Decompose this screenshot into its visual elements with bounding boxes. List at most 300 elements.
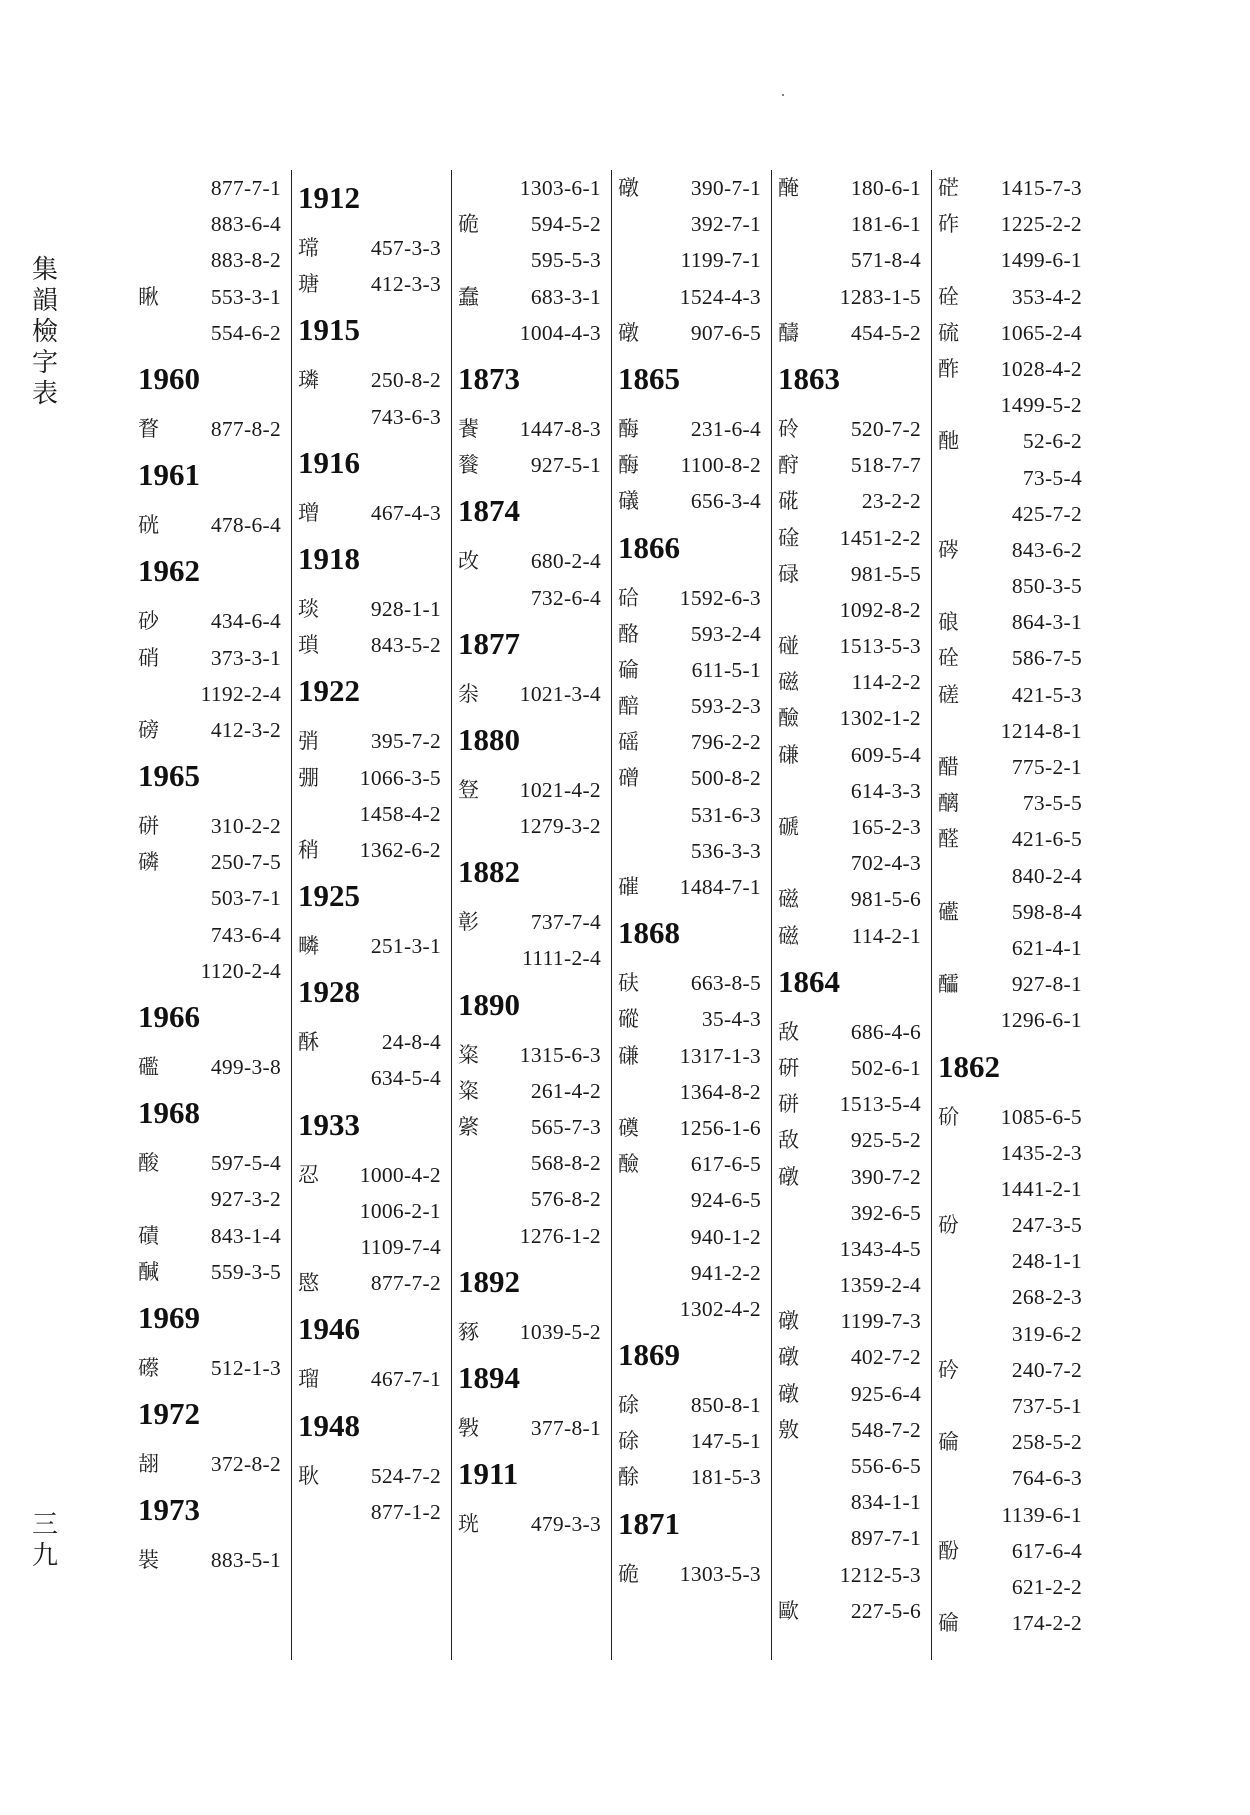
index-entry [936,1002,1088,1038]
entry-character: 礒 [618,489,639,514]
entry-character: 砏 [938,1213,959,1238]
stroke-heading: 1865 [618,360,680,396]
index-entry [936,387,1088,423]
index-entry [616,1423,767,1459]
index-entry [136,1218,287,1254]
index-entry [936,1243,1088,1279]
entry-character: 磁 [778,887,799,912]
entry-character: 粢 [458,1042,479,1067]
index-entry [616,279,767,315]
entry-location: 559-3-5 [210,1259,281,1284]
index-entry [296,266,447,302]
index-entry [776,1014,927,1050]
entry-character: 礅 [618,176,639,200]
entry-location: 1343-4-5 [839,1236,921,1261]
entry-location: 877-8-2 [210,416,281,441]
entry-location: 737-5-1 [1011,1394,1082,1418]
index-entry [136,1049,287,1085]
entry-location: 1192-2-4 [200,681,281,706]
index-entry [136,1350,287,1386]
entry-character: 醶 [618,1152,639,1177]
entry-location: 1458-4-2 [359,801,441,826]
index-entry [936,1533,1088,1569]
index-entry [136,880,287,916]
entry-character: 硂 [938,284,959,309]
entry-location: 663-8-5 [690,971,761,996]
index-entry [776,483,927,519]
entry-character: 礛 [138,1055,159,1079]
entry-character: 磅 [138,717,159,742]
entry-location: 1592-6-3 [679,585,761,610]
index-entry [136,279,287,315]
index-entry [456,676,607,712]
entry-location: 73-5-5 [1022,791,1082,816]
index-column-2 [292,170,452,1660]
entry-location: 593-2-3 [690,694,761,719]
entry-character: 弸 [298,765,319,790]
index-entry [456,315,607,351]
index-entry [776,1231,927,1267]
index-entry [936,242,1088,278]
entry-character: 磸 [618,1115,639,1140]
entry-character: 酪 [618,621,639,646]
stroke-heading: 1863 [778,360,840,396]
entry-location: 35-4-3 [701,1007,761,1032]
entry-location: 390-7-1 [690,176,761,200]
entry-location: 1302-1-2 [839,706,921,731]
index-entry [456,543,607,579]
index-entry [776,592,927,628]
entry-character: 磏 [618,1043,639,1068]
entry-location: 883-6-4 [210,212,281,237]
index-entry [136,1181,287,1217]
entry-location: 1199-7-1 [680,248,761,273]
index-entry [616,1556,767,1592]
index-entry [296,1024,447,1060]
entry-location: 553-3-1 [210,284,281,309]
entry-location: 843-1-4 [210,1223,281,1248]
entry-location: 165-2-3 [850,815,921,839]
index-entry [616,1110,767,1146]
index-entry [936,894,1088,930]
index-entry [776,170,927,206]
entry-location: 467-7-1 [370,1367,441,1392]
index-entry [456,1218,607,1254]
entry-character: 弰 [298,729,319,754]
index-entry [296,796,447,832]
entry-location: 764-6-3 [1011,1466,1082,1491]
entry-character: 璘 [298,368,319,393]
entry-location: 1296-6-1 [1000,1008,1082,1033]
stroke-heading: 1873 [458,360,520,396]
entry-character: 敫 [778,1417,799,1442]
entry-character: 硭 [938,176,959,200]
entry-location: 421-6-5 [1011,827,1082,852]
index-entry [776,279,927,315]
entry-location: 467-4-3 [370,500,441,525]
entry-character: 碖 [938,1430,959,1455]
entry-character: 瞀 [138,416,159,441]
index-entry [296,627,447,663]
entry-character: 磧 [138,1223,159,1248]
stroke-heading: 1962 [138,553,200,589]
index-entry [776,664,927,700]
entry-location: 52-6-2 [1022,429,1082,454]
entry-character: 尜 [458,681,479,706]
entry-character: 餥 [458,416,479,441]
stroke-heading: 1869 [618,1337,680,1373]
entry-character: 綮 [458,1115,479,1139]
entry-location: 796-2-2 [690,730,761,755]
entry-location: 240-7-2 [1011,1357,1082,1382]
index-entry [776,447,927,483]
entry-location: 981-5-5 [850,561,921,586]
index-entry [136,953,287,989]
entry-character: 硄 [138,513,159,538]
entry-location: 617-6-4 [1011,1538,1082,1563]
entry-character: 瑠 [298,1367,319,1392]
entry-location: 114-2-1 [851,923,921,948]
entry-location: 412-3-3 [370,272,441,297]
stroke-heading: 1969 [138,1299,200,1335]
entry-location: 520-7-2 [850,416,921,441]
stroke-heading: 1968 [138,1095,200,1131]
index-entry [936,568,1088,604]
stroke-heading: 1862 [938,1048,1000,1084]
entry-character: 磳 [618,766,639,791]
index-entry [936,1569,1088,1605]
entry-location: 1199-7-3 [840,1309,921,1334]
entry-location: 548-7-2 [850,1417,921,1442]
stroke-heading: 1965 [138,758,200,794]
entry-location: 1283-1-5 [839,284,921,309]
entry-location: 24-8-4 [381,1030,441,1055]
index-entry [296,832,447,868]
stroke-heading: 1961 [138,457,200,493]
index-entry [296,928,447,964]
entry-location: 1451-2-2 [839,525,921,550]
entry-location: 1065-2-4 [1000,320,1082,345]
index-entry [616,1459,767,1495]
index-entry [936,1207,1088,1243]
entry-location: 1303-6-1 [519,176,601,200]
entry-character: 碌 [778,561,799,586]
index-entry [296,1458,447,1494]
entry-location: 702-4-3 [850,851,921,876]
index-entry [456,170,607,206]
entry-location: 392-6-5 [850,1200,921,1225]
entry-location: 843-5-2 [370,633,441,658]
entry-character: 磃 [778,815,799,839]
entry-location: 250-8-2 [370,368,441,393]
index-column-1 [132,170,292,1660]
index-entry [616,1146,767,1182]
entry-location: 1302-4-2 [679,1296,761,1321]
stroke-heading: 1966 [138,999,200,1034]
entry-location: 621-4-1 [1011,935,1082,960]
entry-location: 850-3-5 [1011,574,1082,599]
entry-location: 251-3-1 [370,934,441,959]
index-entry [616,833,767,869]
stroke-heading: 1933 [298,1106,360,1142]
entry-character: 硂 [938,646,959,671]
entry-location: 1415-7-3 [1000,176,1082,200]
entry-location: 683-3-1 [530,284,601,309]
entry-character: 豩 [458,1319,479,1344]
index-entry [136,206,287,242]
index-entry [776,1122,927,1158]
entry-character: 碖 [938,1611,959,1636]
index-columns [132,170,1092,1660]
index-entry [456,1181,607,1217]
entry-character: 硏 [778,1055,799,1080]
index-entry [616,447,767,483]
stroke-heading: 1948 [298,1407,360,1443]
entry-location: 940-1-2 [690,1224,761,1249]
index-entry [456,808,607,844]
entry-character: 改 [458,549,479,574]
entry-character: 璔 [298,500,319,525]
index-entry [136,844,287,880]
entry-character: 酧 [778,453,799,478]
index-entry [456,1506,607,1542]
index-entry [936,1099,1088,1135]
entry-location: 1513-5-3 [839,634,921,659]
entry-location: 1100-8-2 [680,453,761,478]
entry-location: 1004-4-3 [519,320,601,345]
entry-location: 372-8-2 [210,1452,281,1477]
stroke-heading: 1911 [458,1456,519,1492]
entry-location: 1499-5-2 [1000,393,1082,418]
index-entry [456,1410,607,1446]
index-entry [456,206,607,242]
stroke-heading: 1912 [298,180,360,215]
entry-character: 硢 [618,1393,639,1418]
index-entry [136,808,287,844]
index-entry [616,206,767,242]
entry-location: 1256-1-6 [679,1115,761,1140]
entry-location: 268-2-3 [1011,1285,1082,1310]
entry-location: 181-6-1 [850,212,921,237]
stroke-heading: 1864 [778,963,840,999]
entry-location: 1092-8-2 [839,597,921,622]
index-entry [136,640,287,676]
index-entry [936,930,1088,966]
entry-location: 248-1-1 [1011,1249,1082,1274]
index-entry [456,1145,607,1181]
entry-character: 醋 [938,755,959,779]
entry-character: 餮 [458,453,479,478]
stroke-heading: 1880 [458,721,520,757]
entry-character: 磁 [778,670,799,695]
entry-character: 酥 [298,1030,319,1055]
entry-location: 425-7-2 [1011,501,1082,526]
entry-location: 556-6-5 [850,1454,921,1478]
entry-location: 1000-4-2 [359,1162,441,1187]
entry-character: 醽 [938,972,959,997]
index-entry [776,1086,927,1122]
index-entry [136,676,287,712]
entry-character: 磘 [618,730,639,755]
index-entry [296,591,447,627]
entry-location: 500-8-2 [690,766,761,791]
entry-character: 礅 [778,1309,799,1334]
index-entry [776,1484,927,1520]
entry-character: 豋 [458,777,479,802]
index-entry [936,279,1088,315]
entry-location: 877-7-2 [370,1271,441,1296]
entry-character: 酶 [618,453,639,478]
entry-character: 醨 [938,791,959,816]
index-entry [936,858,1088,894]
index-entry [776,1339,927,1375]
entry-character: 酸 [138,1151,159,1176]
entry-location: 576-8-2 [530,1187,601,1212]
entry-location: 147-5-1 [690,1429,761,1454]
entry-location: 907-6-5 [690,320,761,345]
entry-location: 621-2-2 [1011,1574,1082,1599]
entry-location: 883-5-1 [210,1548,281,1573]
index-entry [296,1494,447,1530]
index-entry [776,1159,927,1195]
index-entry [616,580,767,616]
entry-location: 1441-2-1 [1000,1176,1082,1201]
stroke-heading: 1922 [298,673,360,709]
index-entry [136,411,287,447]
index-entry [616,869,767,905]
entry-location: 1120-2-4 [200,958,281,983]
entry-location: 310-2-2 [210,814,281,839]
index-entry [616,724,767,760]
entry-location: 1214-8-1 [1000,718,1082,743]
stroke-heading: 1960 [138,360,200,396]
entry-location: 850-8-1 [690,1393,761,1418]
index-entry [936,1460,1088,1496]
stroke-heading: 1972 [138,1396,200,1432]
stroke-heading: 1915 [298,312,360,348]
stroke-heading: 1928 [298,974,360,1010]
entry-character: 礅 [618,320,639,345]
entry-location: 927-3-2 [210,1187,281,1212]
entry-character: 敌 [778,1019,799,1044]
stroke-heading: 1890 [458,986,520,1022]
entry-location: 611-5-1 [691,657,761,682]
index-entry [616,242,767,278]
index-entry [616,411,767,447]
stroke-heading: 1892 [458,1263,520,1299]
index-entry [616,797,767,833]
index-entry [776,881,927,917]
entry-location: 743-6-4 [210,922,281,947]
entry-character: 敌 [778,1128,799,1153]
index-entry [936,1424,1088,1460]
entry-character: 愍 [298,1271,319,1296]
entry-location: 1359-2-4 [839,1273,921,1298]
entry-location: 927-8-1 [1011,972,1082,997]
entry-location: 924-6-5 [690,1188,761,1213]
entry-character: 彰 [458,910,479,935]
index-column-6 [932,170,1092,1660]
entry-location: 503-7-1 [210,886,281,911]
entry-location: 981-5-6 [850,887,921,912]
stroke-heading: 1877 [458,625,520,661]
index-entry [456,1073,607,1109]
stroke-heading: 1973 [138,1492,200,1528]
entry-character: 砂 [138,609,159,634]
entry-character: 粢 [458,1078,479,1103]
entry-location: 502-6-1 [850,1055,921,1080]
entry-character: 礅 [778,1345,799,1370]
index-entry [456,242,607,278]
entry-character: 酏 [938,429,959,454]
entry-character: 酚 [938,1538,959,1563]
entry-character: 磋 [938,682,959,707]
entry-location: 250-7-5 [210,850,281,875]
index-entry [776,809,927,845]
entry-location: 1028-4-2 [1000,356,1082,381]
index-entry [456,279,607,315]
index-entry [136,242,287,278]
index-entry [776,1303,927,1339]
stroke-heading: 1871 [618,1505,680,1541]
index-entry [936,1497,1088,1533]
entry-character: 醛 [938,827,959,852]
index-entry [936,677,1088,713]
entry-location: 840-2-4 [1011,863,1082,888]
entry-location: 586-7-5 [1011,646,1082,671]
entry-character: 硠 [938,610,959,635]
entry-location: 512-1-3 [210,1355,281,1380]
entry-location: 395-7-2 [370,729,441,754]
index-entry [776,1412,927,1448]
entry-character: 硢 [618,1429,639,1454]
index-entry [136,1145,287,1181]
index-entry [776,315,927,351]
entry-location: 73-5-4 [1022,465,1082,490]
entry-character: 硴 [778,489,799,514]
entry-character: 磏 [778,742,799,767]
entry-location: 565-7-3 [530,1115,601,1139]
entry-location: 925-5-2 [850,1128,921,1153]
index-entry [936,315,1088,351]
index-entry [936,170,1088,206]
index-entry [296,1265,447,1301]
speck-mark [782,94,784,96]
index-entry [296,723,447,759]
entry-character: 硝 [138,645,159,670]
entry-location: 925-6-4 [850,1381,921,1406]
index-entry [776,918,927,954]
entry-character: 琰 [298,596,319,621]
entry-character: 碖 [618,657,639,682]
index-entry [776,556,927,592]
entry-location: 1362-6-2 [359,837,441,862]
entry-location: 594-5-2 [530,212,601,237]
index-entry [136,1446,287,1482]
index-entry [776,520,927,556]
sidebar-title: 集韻檢字表 [31,255,58,409]
entry-location: 353-4-2 [1011,284,1082,309]
index-entry [776,1448,927,1484]
entry-character: 瑺 [298,236,319,260]
entry-character: 碰 [778,634,799,659]
stroke-heading: 1894 [458,1359,520,1395]
entry-location: 593-2-4 [690,621,761,646]
entry-location: 743-6-3 [370,404,441,429]
index-entry [296,495,447,531]
index-entry [936,1352,1088,1388]
entry-character: 酶 [618,416,639,441]
